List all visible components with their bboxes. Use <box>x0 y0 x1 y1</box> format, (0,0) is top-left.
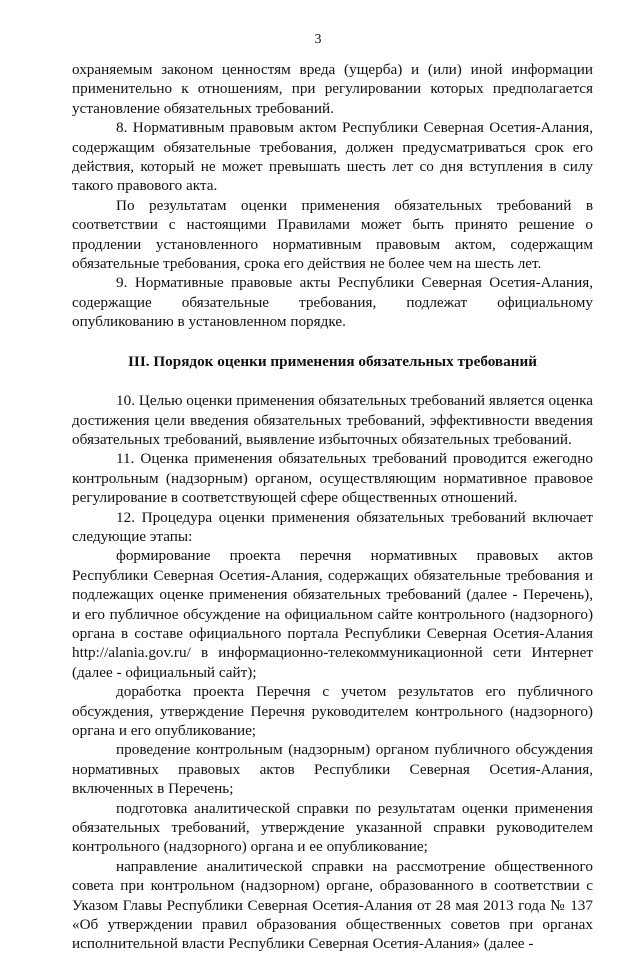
document-body <box>72 60 593 954</box>
paragraph-item-9: 9. Нормативные правовые акты Республики Северная Осетия-Алания, содержащие обязательные требования, подлежат официальному опубликованию в установленном порядке. <box>72 274 593 331</box>
stage-analytical-report: подготовка аналитической справки по результатам оценки применения обязательных требований, утверждение указанной справки руководителем контрольного (надзорного) органа и ее опубликование; <box>72 799 593 856</box>
stage-forming-list: формирование проекта перечня нормативных правовых актов Республики Северная Осетия-Алания, содержащих обязательные требования и подлежащих оценке применения обязательных требований (далее - Перечень), и его публичное обсуждение на официальном сайте контрольного (надзорного) органа в составе официального портала Республики Северная Осетия-Алания http://alania.gov.ru/ в информационно-телекоммуникационной сети Интернет (далее - официальный сайт); <box>72 547 593 681</box>
stage-revision: доработка проекта Перечня с учетом результатов его публичного обсуждения, утверждение Перечня руководителем контрольного (надзорного) органа и его опубликование; <box>72 683 593 739</box>
paragraph-extension: По результатам оценки применения обязательных требований в соответствии с настоящими Правилами может быть принято решение о продлении установленного нормативным правовым актом, содержащим обязательные требования, срока его действия не более чем на шесть лет. <box>72 196 593 273</box>
paragraph-continuation: охраняемым законом ценностям вреда (ущерба) и (или) иной информации применительно к отношениям, при регулировании которых предполагается установление обязательных требований. <box>72 61 593 117</box>
stage-public-council: направление аналитической справки на рассмотрение общественного совета при контрольном (надзорном) органе, образованного в соответствии с Указом Главы Республики Северная Осетия-Алания от 28 мая 2013 года № 137 «Об утверждении правил образования общественных советов при органах исполнительной власти Республики Северная Осетия-Алания» (далее - <box>72 857 593 953</box>
stage-public-discussion: проведение контрольным (надзорным) органом публичного обсуждения нормативных правовых актов Республики Северная Осетия-Алания, включенных в Перечень; <box>72 741 593 798</box>
paragraph-item-8: 8. Нормативным правовым актом Республики Северная Осетия-Алания, содержащим обязательные требования, должен предусматриваться срок его действия, который не может превышать шесть лет со дня вступления в силу такого правового акта. <box>72 119 593 195</box>
section-heading: III. Порядок оценки применения обязательных требований <box>128 352 537 370</box>
paragraph-item-10: 10. Целью оценки применения обязательных требований является оценка достижения цели введения обязательных требований, эффективности введения обязательных требований, выявление избыточных обязательных требований. <box>72 392 593 448</box>
page-number: 3 <box>314 32 322 47</box>
paragraph-item-12: 12. Процедура оценки применения обязательных требований включает следующие этапы: <box>72 508 593 545</box>
paragraph-item-11: 11. Оценка применения обязательных требований проводится ежегодно контрольным (надзорным) органом, осуществляющим нормативное правовое регулирование в соответствующей сфере общественных отношений. <box>72 450 593 507</box>
